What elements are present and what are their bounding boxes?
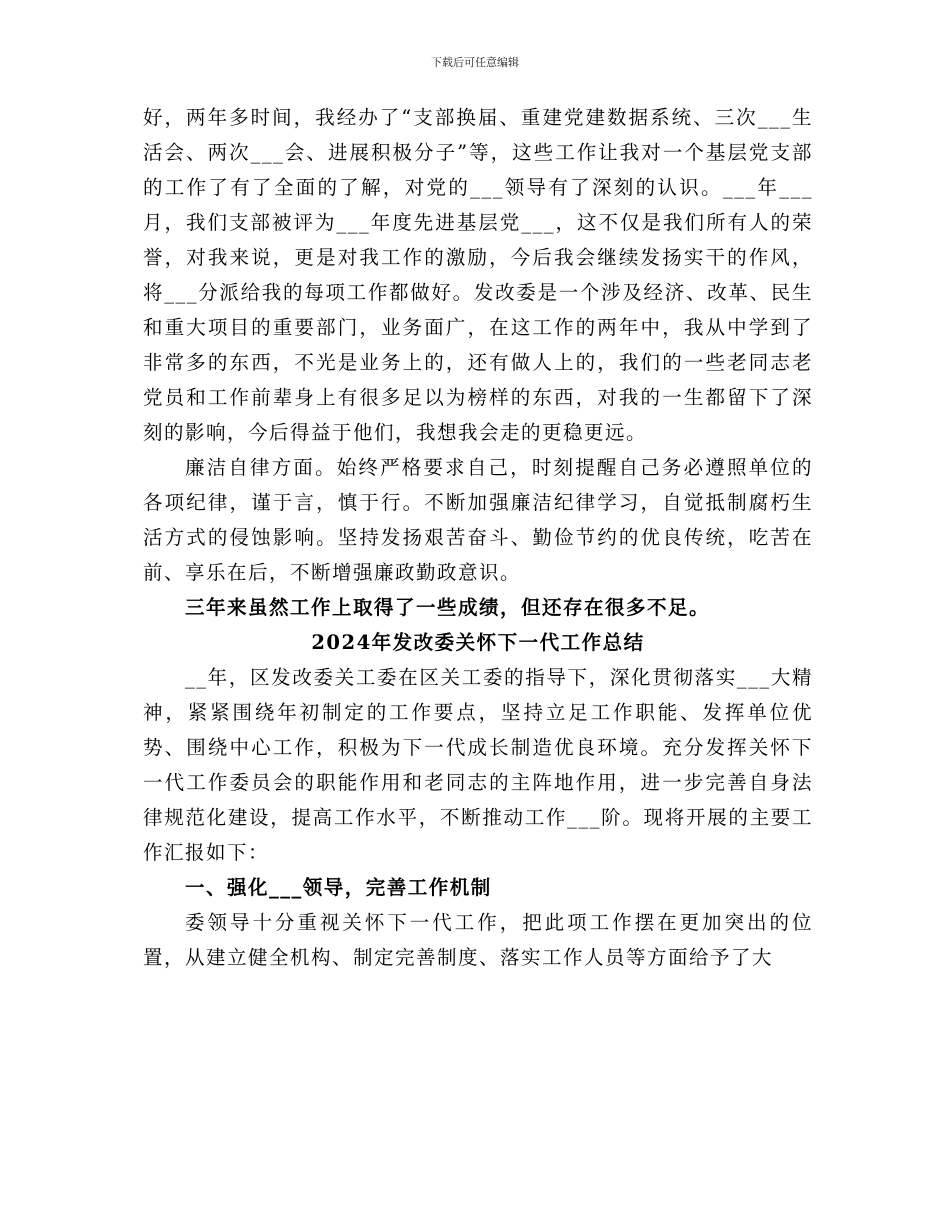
paragraph-work-experience: 好，两年多时间，我经办了“支部换届、重建党建数据系统、三次___生活会、两次___会、进展积极分子”等，这些工作让我对一个基层党支部的工作了有了全面的了解，对党的___领导有了深刻的认识。___年___月，我们支部被评为___年度先进基层党___，这不仅是我们所有人的荣誉，对我来说，更是对我工作的激励，今后我会继续发扬实干的作风，将___分派给我的每项工作都做好。发改委是一个涉及经济、改革、民生和重大项目的重要部门，业务面广，在这工作的两年中，我从中学到了非常多的东西，不光是业务上的，还有做人上的，我们的一些老同志老党员和工作前辈身上有很多足以为榜样的东西，对我的一生都留下了深刻的影响，今后得益于他们，我想我会走的更稳更远。: [143, 106, 813, 444]
header-note: 下载后可任意编辑: [431, 56, 519, 69]
paragraph-shortcomings: 三年来虽然工作上取得了一些成绩，但还存在很多不足。: [185, 596, 711, 619]
document-body: [143, 100, 813, 975]
paragraph-intro: __年，区发改委关工委在区关工委的指导下，深化贯彻落实___大精神，紧紧围绕年初制定的工作要点，坚持立足工作职能、发挥单位优势、围绕中心工作，积极为下一代成长制造优良环境。充分发挥关怀下一代工作委员会的职能作用和老同志的主阵地作用，进一步完善自身法律规范化建设，提高工作水平，不断推动工作___阶。现将开展的主要工作汇报如下：: [143, 666, 813, 864]
section-title: 2024年发改委关怀下一代工作总结: [311, 631, 645, 654]
subheading-one: 一、强化___领导，完善工作机制: [185, 876, 492, 899]
paragraph-integrity: 廉洁自律方面。始终严格要求自己，时刻提醒自己务必遵照单位的各项纪律，谨于言，慎于行。不断加强廉洁纪律学习，自觉抵制腐朽生活方式的侵蚀影响。坚持发扬艰苦奋斗、勤俭节约的优良传统，吃苦在前、享乐在后，不断增强廉政勤政意识。: [143, 456, 813, 584]
paragraph-leadership: 委领导十分重视关怀下一代工作，把此项工作摆在更加突出的位置，从建立健全机构、制定完善制度、落实工作人员等方面给予了大: [143, 911, 813, 969]
